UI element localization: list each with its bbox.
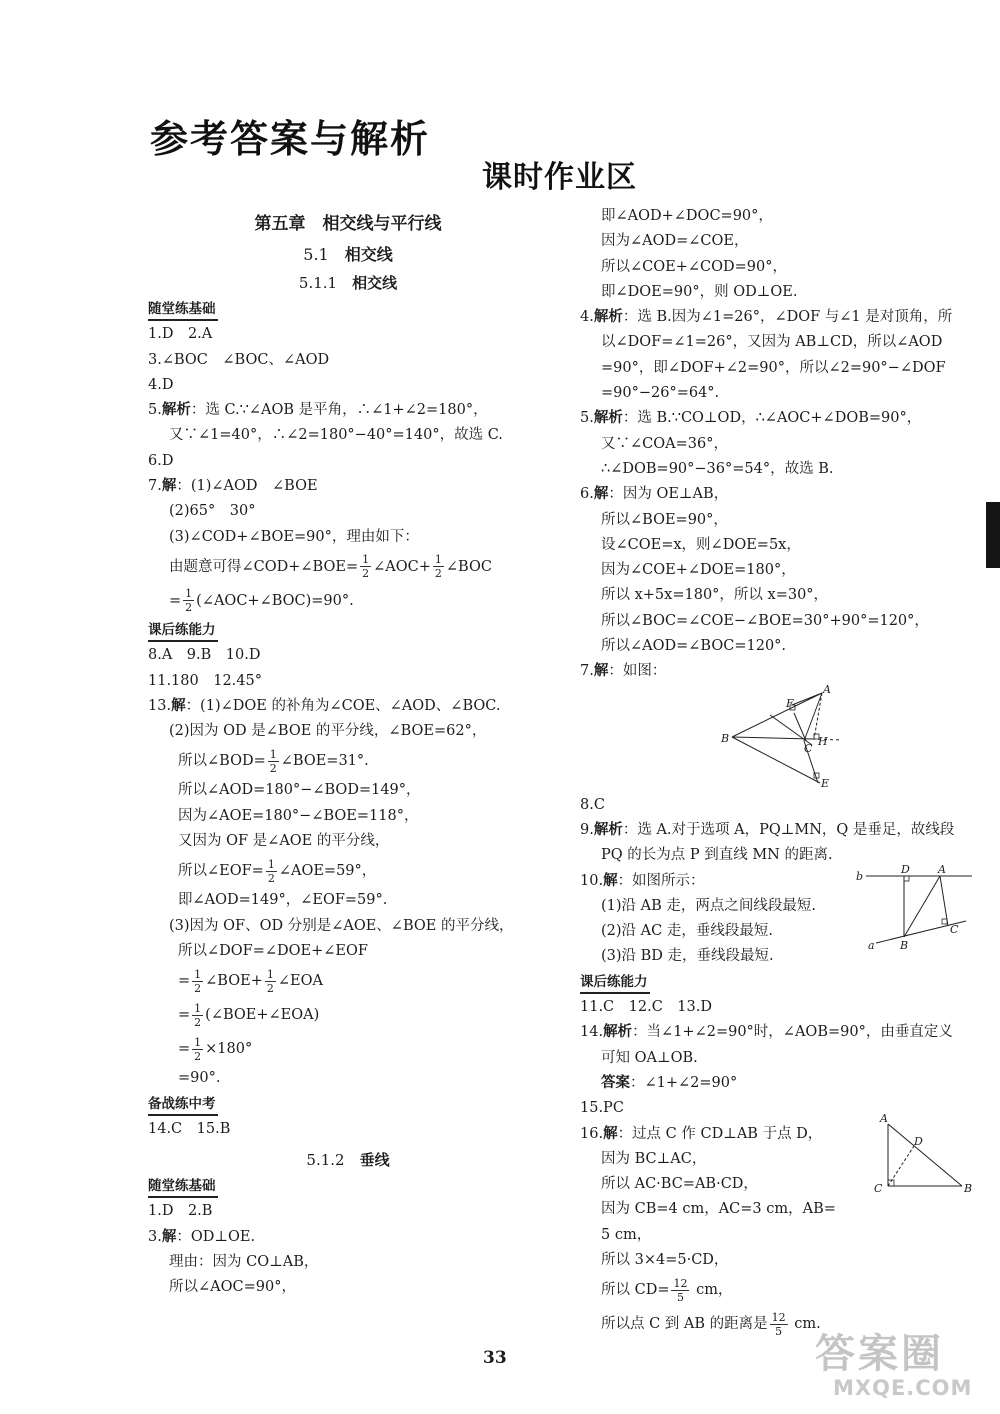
fig16-label-a: A [880, 1111, 888, 1125]
fig7-label-f: F [786, 696, 794, 710]
answer-line: =90°，即∠DOF+∠2=90°，所以∠2=90°−∠DOF [601, 359, 946, 376]
fig7-label-c: C [804, 741, 813, 755]
fig10-label-line-a: a [868, 938, 875, 952]
main-title: 参考答案与解析 [150, 117, 431, 161]
answer-line: 即∠AOD+∠DOC=90°， [601, 208, 773, 224]
answer-line: 6.解：因为 OE⊥AB， [580, 486, 729, 503]
answer-line: 所以∠AOC=90°， [169, 1279, 296, 1296]
answer-line: 10.解：如图所示： [580, 872, 705, 889]
section-heading: 5.1 相交线 [303, 245, 393, 264]
fig10-label-line-b: b [856, 869, 864, 883]
section-tag-basic: 随堂练基础 [148, 1174, 548, 1199]
answer-line: 4.D [148, 376, 174, 393]
answer-line: 11.C 12.C 13.D [580, 999, 712, 1016]
answer-line: 因为 CB=4 cm，AC=3 cm，AB= [601, 1201, 836, 1218]
fraction: $\frac{1}{2}$ [194, 1001, 202, 1029]
answer-line: 设∠COE=x，则∠DOE=5x， [601, 536, 801, 553]
watermark-url: MXQE.COM [833, 1376, 973, 1400]
answer-line: (2)沿 AC 走，垂线段最短. [601, 923, 773, 940]
answer-line: 因为∠COE+∠DOE=180°， [601, 562, 796, 579]
answer-line: 即∠AOD=149°，∠EOF=59°. [178, 892, 388, 909]
site-watermark [815, 1318, 990, 1408]
answer-line: 1.D 2.A [148, 326, 213, 343]
side-tab-marker [986, 502, 1000, 568]
answer-line: 3.∠BOC ∠BOC、∠AOD [148, 351, 330, 368]
q10-block [580, 862, 975, 970]
answer-line: 9.解析：选 A.对于选项 A，PQ⊥MN，Q 是垂足，故线段 [580, 821, 955, 838]
answer-line: 所以∠BOD= $\frac{1}{2}$ ∠BOE=31°. [178, 747, 369, 775]
figure-q7 [580, 685, 975, 793]
fig7-label-h: H [818, 734, 828, 748]
answer-line: 因为∠AOD=∠COE， [601, 233, 749, 250]
sub-title: 课时作业区 [482, 160, 637, 195]
section-tag-exam: 备战练中考 [148, 1092, 548, 1117]
fig10-label-b: B [900, 938, 909, 952]
answer-line: 7.解：(1)∠AOD ∠BOE [148, 478, 318, 495]
answer-line: 又∵∠1=40°，∴∠2=180°−40°=140°，故选 C. [169, 427, 503, 444]
answer-line: 所以点 C 到 AB 的距离是 $\frac{12}{5}$ cm. [601, 1310, 821, 1338]
answer-line: 所以∠EOF= $\frac{1}{2}$ ∠AOE=59°， [178, 857, 377, 885]
answer-line: =90°. [178, 1070, 221, 1087]
fig7-label-b: B [721, 731, 730, 745]
answer-line: 11.180 12.45° [148, 672, 262, 689]
answer-line: 即∠DOE=90°，则 OD⊥OE. [601, 283, 798, 300]
answer-line: 因为 BC⊥AC， [601, 1150, 707, 1167]
answer-line: 又因为 OF 是∠AOE 的平分线， [178, 833, 390, 850]
fraction: $\frac{1}{2}$ [362, 553, 370, 581]
figure-q16-svg [870, 1112, 980, 1202]
answer-line: 所以∠COE+∠COD=90°， [601, 258, 787, 275]
figure-q7-svg [580, 685, 975, 793]
answer-line: 14.解析：当∠1+∠2=90°时，∠AOB=90°，由垂直定义 [580, 1024, 953, 1041]
answer-line: 所以∠AOD=180°−∠BOD=149°， [178, 782, 421, 799]
answer-line: 4.解析：选 B.因为∠1=26°，∠DOF 与∠1 是对顶角，所 [580, 309, 953, 326]
answer-line: (2)65° 30° [169, 503, 256, 520]
subsection-heading: 5.1.2 垂线 [306, 1151, 390, 1170]
answer-line: 8.C [580, 796, 605, 813]
left-column [148, 208, 548, 1301]
fig7-label-e: E [821, 776, 830, 790]
answer-line: 由题意可得∠COD+∠BOE= $\frac{1}{2}$ ∠AOC+ $\frac{1}{2}$ ∠BOC [169, 553, 492, 581]
answer-line: 所以 3×4=5·CD， [601, 1251, 729, 1268]
answer-line: 3.解：OD⊥OE. [148, 1228, 256, 1245]
fig10-label-a: A [938, 862, 946, 876]
answer-line: 5 cm， [601, 1226, 652, 1243]
answer-line: 所以∠BOC=∠COE−∠BOE=30°+90°=120°， [601, 612, 929, 629]
page-number: 33 [483, 1348, 507, 1368]
right-column [580, 204, 975, 1341]
section-tag-after: 课后练能力 [580, 970, 975, 995]
fig7-label-a: A [823, 684, 831, 696]
answer-line: (3)∠COD+∠BOE=90°，理由如下： [169, 528, 419, 545]
chapter-heading: 第五章 相交线与平行线 [254, 214, 442, 234]
fig16-label-c: C [874, 1181, 883, 1195]
section-tag-after: 课后练能力 [148, 618, 548, 643]
answer-line: 所以 AC·BC=AB·CD， [601, 1176, 758, 1193]
answer-line: 所以∠BOE=90°， [601, 511, 728, 528]
fraction: $\frac{12}{5}$ [771, 1310, 786, 1338]
fraction: $\frac{1}{2}$ [267, 857, 275, 885]
fraction: $\frac{1}{2}$ [185, 587, 193, 615]
answer-line: 6.D [148, 452, 174, 469]
answer-line: = $\frac{1}{2}$ ∠BOE+ $\frac{1}{2}$ ∠EOA [178, 967, 323, 995]
answer-line: 所以∠AOD=∠BOC=120°. [601, 638, 787, 655]
answer-line: (1)沿 AB 走，两点之间线段最短. [601, 897, 816, 914]
fraction: $\frac{1}{2}$ [194, 967, 202, 995]
section-tag-basic: 随堂练基础 [148, 297, 548, 322]
answer-line: 所以 CD= $\frac{12}{5}$ cm， [601, 1276, 733, 1304]
fig10-label-c: C [950, 922, 959, 936]
figure-q10-svg [854, 863, 974, 953]
fig16-label-d: D [914, 1134, 923, 1148]
answer-line: 16.解：过点 C 作 CD⊥AB 于点 D， [580, 1125, 823, 1142]
fraction: $\frac{1}{2}$ [266, 967, 274, 995]
answer-line: ∴∠DOB=90°−36°=54°，故选 B. [601, 460, 834, 477]
fraction: $\frac{1}{2}$ [194, 1035, 202, 1063]
answer-line: 答案：∠1+∠2=90° [601, 1074, 738, 1091]
watermark-logo-text: 答案圈 [815, 1331, 944, 1377]
answer-line: 5.解析：选 B.∵CO⊥OD，∴∠AOC+∠DOB=90°， [580, 410, 922, 427]
answer-line: 可知 OA⊥OB. [601, 1049, 698, 1066]
answer-line: 13.解：(1)∠DOE 的补角为∠COE、∠AOD、∠BOC. [148, 697, 501, 714]
answer-line: 7.解：如图： [580, 663, 667, 680]
answer-line: 理由：因为 CO⊥AB， [169, 1254, 319, 1271]
answer-line: 又∵∠COA=36°， [601, 435, 728, 452]
answer-line: = $\frac{1}{2}$ ×180° [178, 1035, 253, 1063]
answer-line: (3)沿 BD 走，垂线段最短. [601, 948, 774, 965]
fraction: $\frac{1}{2}$ [269, 747, 277, 775]
answer-line: 15.PC [580, 1100, 624, 1117]
fig10-label-d: D [901, 862, 910, 876]
answer-line: (3)因为 OF、OD 分别是∠AOE、∠BOE 的平分线， [169, 917, 514, 934]
answer-line: 以∠DOF=∠1=26°，又因为 AB⊥CD，所以∠AOD [601, 334, 943, 351]
answer-line: 8.A 9.B 10.D [148, 647, 261, 664]
q16-block [580, 1111, 975, 1342]
answer-line: =90°−26°=64°. [601, 385, 720, 402]
answer-line: = $\frac{1}{2}$ (∠BOE+∠EOA) [178, 1001, 320, 1029]
answer-line: 所以∠DOF=∠DOE+∠EOF [178, 942, 368, 959]
answer-line: = $\frac{1}{2}$ (∠AOC+∠BOC)=90°. [169, 587, 354, 615]
answer-line: (2)因为 OD 是∠BOE 的平分线，∠BOE=62°， [169, 723, 487, 740]
answer-line: 所以 x+5x=180°，所以 x=30°， [601, 587, 829, 604]
subsection-heading: 5.1.1 相交线 [298, 274, 398, 292]
answer-line: 1.D 2.B [148, 1203, 213, 1220]
fig16-label-b: B [964, 1181, 973, 1195]
answer-line: 14.C 15.B [148, 1120, 231, 1137]
answer-line: PQ 的长为点 P 到直线 MN 的距离. [601, 847, 833, 864]
answer-line: 5.解析：选 C.∵∠AOB 是平角，∴∠1+∠2=180°， [148, 402, 488, 419]
fraction: $\frac{1}{2}$ [434, 553, 442, 581]
answer-line: 因为∠AOE=180°−∠BOE=118°， [178, 807, 419, 824]
fraction: $\frac{12}{5}$ [673, 1276, 688, 1304]
